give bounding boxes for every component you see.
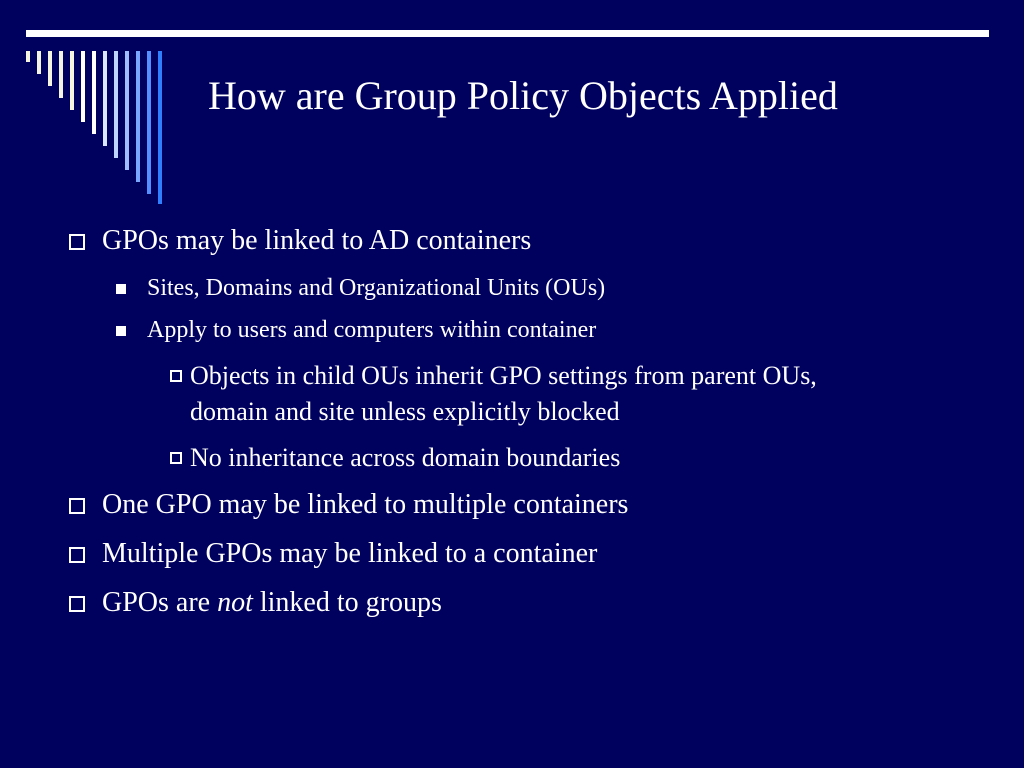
bullet-gpos-not-groups-pre: GPOs are — [102, 587, 218, 618]
hollow-square-bullet-icon — [69, 596, 85, 612]
slide-title: How are Group Policy Objects Applied — [208, 73, 838, 118]
bullet-multiple-gpos: Multiple GPOs may be linked to a container — [102, 538, 598, 569]
hollow-square-bullet-icon — [170, 452, 182, 464]
decorative-bar — [48, 51, 52, 86]
bullet-one-gpo-multiple: One GPO may be linked to multiple containers — [102, 489, 629, 520]
bullet-child-ous-inherit — [190, 358, 817, 430]
hollow-square-bullet-icon — [69, 234, 85, 250]
bullet-apply-users-computers: Apply to users and computers within container — [147, 317, 597, 343]
decorative-bar — [37, 51, 41, 74]
decorative-bar — [125, 51, 129, 170]
decorative-bar — [81, 51, 85, 122]
decorative-bar — [147, 51, 151, 194]
bullet-child-ous-inherit-line2: domain and site unless explicitly blocked — [190, 397, 620, 426]
bullet-sites-domains-ous: Sites, Domains and Organizational Units (OUs) — [147, 275, 606, 301]
decorative-bar — [92, 51, 96, 134]
solid-square-bullet-icon — [116, 326, 126, 336]
hollow-square-bullet-icon — [170, 370, 182, 382]
decorative-bar — [136, 51, 140, 182]
decorative-bar — [158, 51, 162, 204]
decorative-bar — [26, 51, 30, 62]
bullet-gpos-linked-ad: GPOs may be linked to AD containers — [102, 225, 532, 256]
decorative-bar — [114, 51, 118, 158]
top-rule-decoration — [26, 30, 989, 37]
decorative-bar — [59, 51, 63, 98]
hollow-square-bullet-icon — [69, 547, 85, 563]
bullet-gpos-not-groups — [102, 586, 442, 620]
decorative-bar — [70, 51, 74, 110]
bullet-child-ous-inherit-line1: Objects in child OUs inherit GPO settings from parent OUs, — [190, 361, 817, 390]
bullet-gpos-not-groups-post: linked to groups — [252, 587, 442, 618]
decorative-bars — [0, 0, 170, 210]
hollow-square-bullet-icon — [69, 498, 85, 514]
solid-square-bullet-icon — [116, 284, 126, 294]
bullet-gpos-not-groups-emphasis: not — [217, 587, 253, 618]
bullet-no-inheritance: No inheritance across domain boundaries — [190, 443, 621, 472]
decorative-bar — [103, 51, 107, 146]
